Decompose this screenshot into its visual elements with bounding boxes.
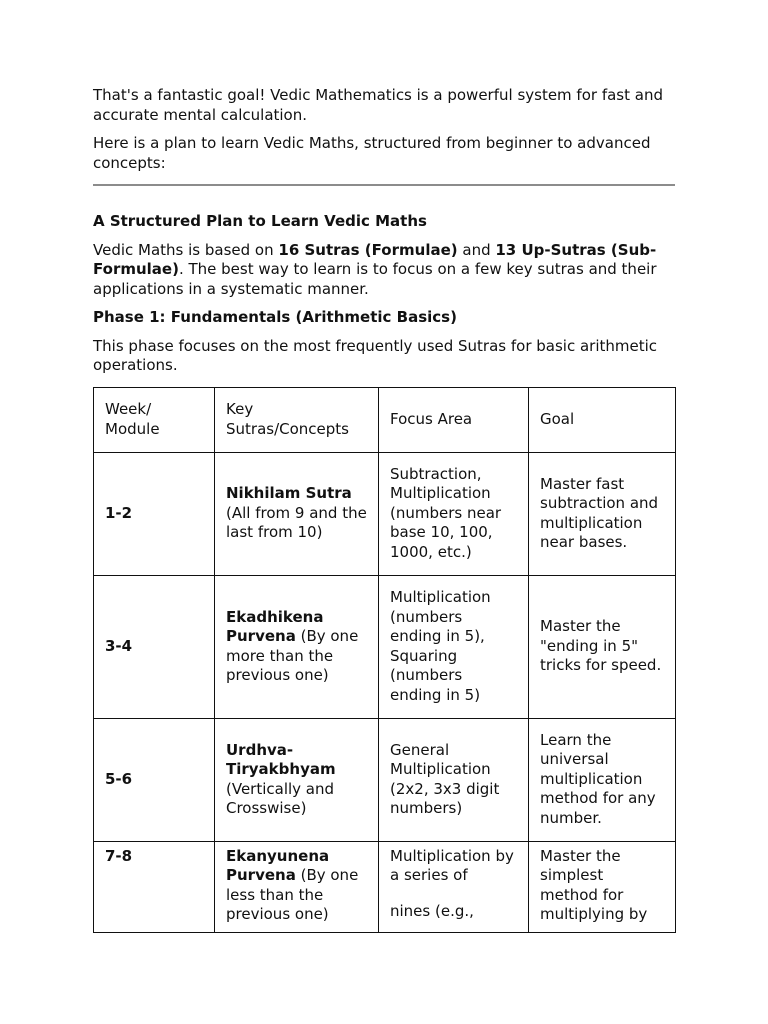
sutra-name: Nikhilam Sutra: [226, 484, 352, 503]
table-row: [94, 452, 676, 575]
phase-title: Phase 1: Fundamentals (Arithmetic Basics): [93, 308, 457, 326]
goal-cell: Master the simplest method for multiplying by: [529, 841, 676, 932]
section-body-suffix: . The best way to learn is to focus on a few key sutras and their applications in a systematic manner.: [93, 260, 657, 298]
section-body-prefix: Vedic Maths is based on: [93, 240, 279, 259]
sutra-name: Ekadhikena Purvena: [226, 607, 324, 645]
week-cell: 7-8: [94, 841, 215, 932]
section-body-mid: and: [457, 240, 496, 259]
sutra-cell: [215, 718, 379, 841]
goal-cell: Master the "ending in 5" tricks for speed.: [529, 575, 676, 718]
sutra-meaning: (Vertically and Crosswise): [226, 779, 335, 817]
sutra-count: 16 Sutras (Formulae): [278, 240, 458, 259]
focus-cell: [379, 841, 529, 932]
focus-cell: General Multiplication (2x2, 3x3 digit numbers): [379, 718, 529, 841]
sutra-meaning: (By one more than the previous one): [226, 627, 359, 684]
table-header-row: [94, 387, 676, 452]
intro-paragraph-2: Here is a plan to learn Vedic Maths, structured from beginner to advanced concepts:: [93, 134, 651, 172]
focus-text-part-1: Multiplication by a series of: [390, 846, 514, 884]
sutra-cell: [215, 575, 379, 718]
page-break-gap: [390, 886, 517, 902]
focus-text-part-2: nines (e.g.,: [390, 901, 474, 920]
section-title: A Structured Plan to Learn Vedic Maths: [93, 212, 427, 230]
sutra-meaning: (All from 9 and the last from 10): [226, 503, 367, 542]
up-sutra-count: 13 Up-Sutras (Sub-Formulae): [93, 240, 657, 278]
header-goal: Goal: [529, 387, 676, 452]
focus-cell: Multiplication (numbers ending in 5), Squaring (numbers ending in 5): [379, 575, 529, 718]
header-key-sutras: Key Sutras/Concepts: [215, 387, 379, 452]
sutra-meaning: (By one less than the previous one): [226, 866, 359, 923]
week-cell: 5-6: [94, 718, 215, 841]
table-row: [94, 575, 676, 718]
plan-table: [93, 387, 676, 933]
goal-cell: Master fast subtraction and multiplication near bases.: [529, 452, 676, 575]
sutra-cell: [215, 841, 379, 932]
focus-cell: Subtraction, Multiplication (numbers near base 10, 100, 1000, etc.): [379, 452, 529, 575]
sutra-name: Ekanyunena Purvena: [226, 846, 330, 884]
horizontal-divider: [93, 184, 675, 186]
week-cell: 1-2: [94, 452, 215, 575]
table-row: [94, 718, 676, 841]
phase-description: This phase focuses on the most frequently used Sutras for basic arithmetic operations.: [93, 336, 658, 374]
sutra-name: Urdhva-Tiryakbhyam: [226, 740, 336, 778]
document-content: [93, 86, 675, 933]
intro-paragraph-1: That's a fantastic goal! Vedic Mathematics is a powerful system for fast and accurate mental calculation.: [93, 86, 663, 124]
header-week-module: Week/ Module: [94, 387, 215, 452]
header-focus-area: Focus Area: [379, 387, 529, 452]
section-body: [93, 241, 675, 300]
table-row: [94, 841, 676, 932]
sutra-cell: [215, 452, 379, 575]
goal-cell: Learn the universal multiplication method for any number.: [529, 718, 676, 841]
week-cell: 3-4: [94, 575, 215, 718]
